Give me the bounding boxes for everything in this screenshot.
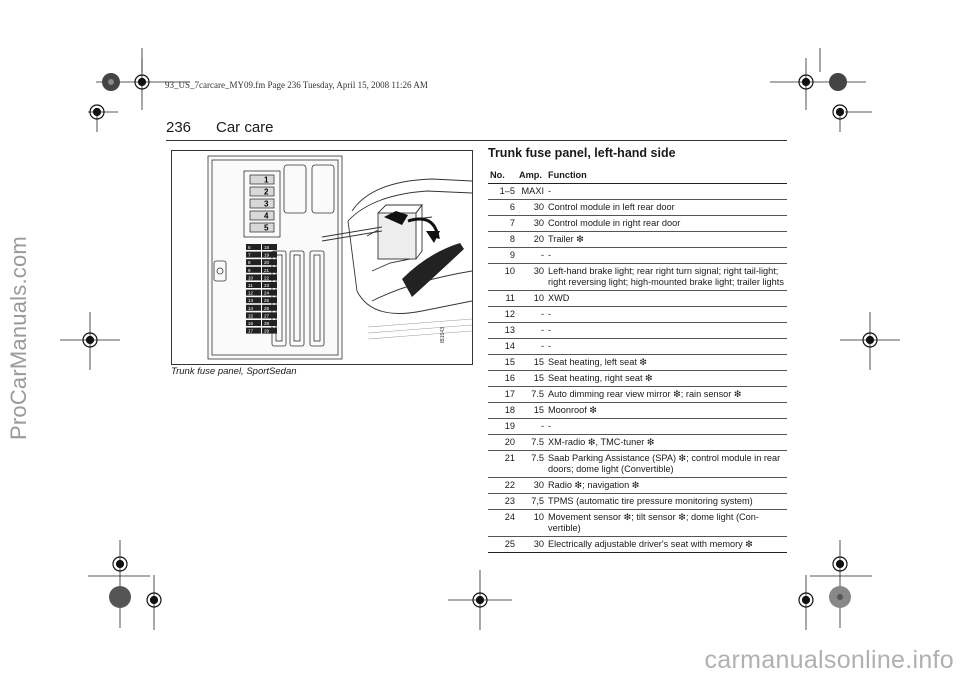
- large-fuse-label: 4: [264, 211, 269, 221]
- table-row: [488, 478, 787, 494]
- table-row: [488, 510, 787, 537]
- function-cell: XM-radio ❇, TMC-tuner ❇: [546, 435, 787, 451]
- large-fuse-label: 1: [264, 175, 269, 185]
- fuse-number-cell: 22: [488, 478, 517, 494]
- function-cell: Seat heating, left seat ❇: [546, 355, 787, 371]
- mini-fuse-label: 13: [248, 298, 254, 304]
- table-row: [488, 419, 787, 435]
- table-heading: Trunk fuse panel, left-hand side: [488, 146, 676, 160]
- amperage-cell: 15: [517, 403, 546, 419]
- fuse-number-cell: 6: [488, 200, 517, 216]
- large-fuse: [250, 211, 274, 220]
- table-row: [488, 435, 787, 451]
- file-info-header: 93_US_7carcare_MY09.fm Page 236 Tuesday, April 15, 2008 11:26 AM: [165, 80, 428, 90]
- mini-fuse-label: 24: [264, 290, 270, 296]
- mini-fuse-label: 28: [264, 321, 270, 326]
- function-cell: Movement sensor ❇; tilt sensor ❇; dome light (Con-vertible): [546, 510, 787, 537]
- table-row: [488, 451, 787, 478]
- fuse-number-cell: 17: [488, 387, 517, 403]
- table-row: [488, 371, 787, 387]
- fuse-number-cell: 20: [488, 435, 517, 451]
- mini-fuse-label: 22: [264, 275, 270, 281]
- figure-reference-code: IB1543: [440, 327, 446, 343]
- mini-fuse-label: 19: [264, 252, 270, 258]
- mini-fuse-label: 10: [248, 275, 254, 281]
- table-row: [488, 184, 787, 200]
- function-cell: Moonroof ❇: [546, 403, 787, 419]
- amperage-cell: 7.5: [517, 435, 546, 451]
- figure-caption: Trunk fuse panel, SportSedan: [171, 366, 297, 377]
- function-cell: TPMS (automatic tire pressure monitoring system): [546, 494, 787, 510]
- mini-fuse-label: 12: [248, 290, 254, 296]
- table-row: [488, 200, 787, 216]
- mini-fuse-label: 7: [248, 252, 251, 258]
- mini-fuse-label: 26: [264, 305, 270, 311]
- mini-fuse-label: 27: [264, 313, 270, 319]
- amperage-cell: 30: [517, 200, 546, 216]
- fuse-panel-drawing: [172, 151, 472, 364]
- fuse-number-cell: 23: [488, 494, 517, 510]
- function-cell: -: [546, 323, 787, 339]
- function-cell: Control module in right rear door: [546, 216, 787, 232]
- table-row: [488, 248, 787, 264]
- amperage-cell: 10: [517, 510, 546, 537]
- large-fuse: [250, 187, 274, 196]
- fuse-number-cell: 12: [488, 307, 517, 323]
- large-fuse-group: [250, 175, 274, 233]
- large-fuse-label: 5: [264, 223, 269, 233]
- bottom-watermark: carmanualsonline.info: [704, 646, 954, 674]
- fuse-number-cell: 14: [488, 339, 517, 355]
- mini-fuse-label: 18: [264, 245, 270, 250]
- table-row: [488, 339, 787, 355]
- amperage-cell: -: [517, 307, 546, 323]
- large-fuse-label: 3: [264, 199, 269, 209]
- mini-fuse-label: 17: [248, 328, 254, 334]
- header-rule: [166, 140, 787, 141]
- fuse-panel-illustration: [171, 150, 473, 365]
- fuse-number-cell: 7: [488, 216, 517, 232]
- table-row: [488, 387, 787, 403]
- fuse-number-cell: 9: [488, 248, 517, 264]
- function-cell: Seat heating, right seat ❇: [546, 371, 787, 387]
- large-fuse-label: 2: [264, 187, 269, 197]
- column-header-function: Function: [546, 168, 787, 184]
- fuse-number-cell: 21: [488, 451, 517, 478]
- function-cell: Saab Parking Assistance (SPA) ❇; control module in rear doors; dome light (Convertible): [546, 451, 787, 478]
- mini-fuse-label: 23: [264, 283, 270, 288]
- function-cell: -: [546, 248, 787, 264]
- amperage-cell: 15: [517, 371, 546, 387]
- large-fuse: [250, 199, 274, 208]
- function-cell: Auto dimming rear view mirror ❇; rain sensor ❇: [546, 387, 787, 403]
- mini-fuse-label: 15: [248, 313, 254, 319]
- function-cell: Trailer ❇: [546, 232, 787, 248]
- table-row: [488, 403, 787, 419]
- mini-fuse-label: 6: [248, 245, 251, 250]
- table-row: [488, 291, 787, 307]
- fuse-number-cell: 18: [488, 403, 517, 419]
- large-fuse: [250, 223, 274, 232]
- table-row: [488, 355, 787, 371]
- function-cell: Electrically adjustable driver's seat with memory ❇: [546, 537, 787, 553]
- fuse-number-cell: 24: [488, 510, 517, 537]
- fuse-number-cell: 1–5: [488, 184, 517, 200]
- column-header-amp: Amp.: [517, 168, 546, 184]
- function-cell: -: [546, 419, 787, 435]
- mini-fuse-label: 14: [248, 305, 254, 311]
- fuse-table: [488, 168, 787, 553]
- column-header-no: No.: [488, 168, 517, 184]
- amperage-cell: -: [517, 248, 546, 264]
- table-row: [488, 264, 787, 291]
- table-row: [488, 307, 787, 323]
- amperage-cell: -: [517, 419, 546, 435]
- fuse-number-cell: 16: [488, 371, 517, 387]
- amperage-cell: 20: [517, 232, 546, 248]
- mini-fuse-label: 29: [264, 328, 270, 334]
- amperage-cell: 10: [517, 291, 546, 307]
- side-watermark: ProCarManuals.com: [6, 236, 31, 440]
- function-cell: Radio ❇; navigation ❇: [546, 478, 787, 494]
- fuse-number-cell: 13: [488, 323, 517, 339]
- mini-fuse-label: 11: [248, 283, 253, 288]
- fuse-number-cell: 8: [488, 232, 517, 248]
- amperage-cell: -: [517, 339, 546, 355]
- table-row: [488, 232, 787, 248]
- table-row: [488, 216, 787, 232]
- function-cell: -: [546, 184, 787, 200]
- fuse-number-cell: 11: [488, 291, 517, 307]
- table-row: [488, 494, 787, 510]
- table-row: [488, 537, 787, 553]
- fuse-number-cell: 19: [488, 419, 517, 435]
- amperage-cell: 30: [517, 264, 546, 291]
- amperage-cell: 7.5: [517, 387, 546, 403]
- amperage-cell: 30: [517, 537, 546, 553]
- function-cell: XWD: [546, 291, 787, 307]
- large-fuse: [250, 175, 274, 184]
- section-title: Car care: [216, 119, 274, 136]
- mini-fuse-label: 16: [248, 321, 254, 326]
- function-cell: -: [546, 307, 787, 323]
- amperage-cell: -: [517, 323, 546, 339]
- table-row: [488, 323, 787, 339]
- mini-fuse-label: 9: [248, 267, 251, 273]
- table-header-row: [488, 168, 787, 184]
- amperage-cell: 7.5: [517, 451, 546, 478]
- amperage-cell: 7,5: [517, 494, 546, 510]
- mini-fuse-label: 8: [248, 260, 251, 266]
- amperage-cell: 15: [517, 355, 546, 371]
- mini-fuse-label: 25: [264, 298, 270, 304]
- amperage-cell: MAXI: [517, 184, 546, 200]
- amperage-cell: 30: [517, 216, 546, 232]
- fuse-number-cell: 15: [488, 355, 517, 371]
- function-cell: -: [546, 339, 787, 355]
- mini-fuse-label: 21: [264, 267, 270, 273]
- page-number: 236: [166, 119, 192, 136]
- function-cell: Left-hand brake light; rear right turn signal; right tail-light; right reversing light; high-mounted brake light; trailer lights: [546, 264, 787, 291]
- amperage-cell: 30: [517, 478, 546, 494]
- function-cell: Control module in left rear door: [546, 200, 787, 216]
- fuse-number-cell: 10: [488, 264, 517, 291]
- fuse-number-cell: 25: [488, 537, 517, 553]
- mini-fuse-label: 20: [264, 260, 270, 266]
